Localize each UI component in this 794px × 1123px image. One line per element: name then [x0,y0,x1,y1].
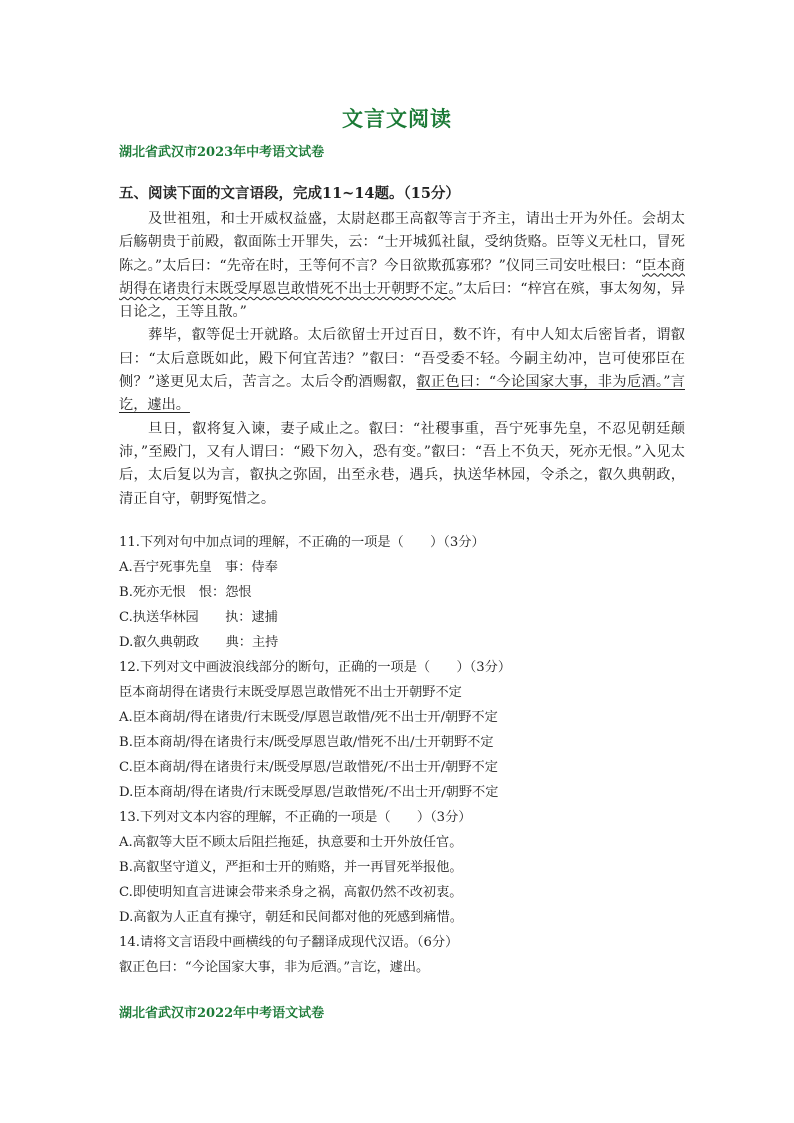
passage-paragraph-1 [119,208,685,324]
question-13-option: A.高叡等大臣不顾太后阻拦拖延，执意要和士开外放任官。 [119,835,463,850]
passage-paragraph-2 [119,324,685,417]
question-12-option: A.臣本商胡/得在诸贵/行末既受/厚恩岂敢惜/死不出士开/朝野不定 [119,710,498,725]
question-11-option: A.吾宁死事先皇 事：侍奉 [119,560,278,575]
question-list [119,530,685,980]
question-13-stem: 13.下列对文本内容的理解，不正确的一项是（ ）（3分） [119,810,472,825]
question-11-stem: 11.下列对句中加点词的理解，不正确的一项是（ ）（3分） [119,535,485,550]
question-11-option: C.执送华林园 执：逮捕 [119,610,278,625]
question-12-option: C.臣本商胡/得在诸贵行末/既受厚恩/岂敢惜死/不出士开/朝野不定 [119,760,498,775]
question-14-quote: 叡正色曰：“今论国家大事，非为卮酒。”言讫，遽出。 [119,960,430,975]
source-label-2022: 湖北省武汉市2022年中考语文试卷 [119,1006,325,1021]
passage-text: 及世祖殂，和士开威权益盛，太尉赵郡王高叡等言于齐主，请出士开为外任。会胡太后觞朝贵于前殿，叡面陈士开罪失，云：“士开城狐社鼠，受纳货赂。臣等义无杜口，冒死陈之。”太后曰：“先帝在时，王等何不言？今日欲欺孤寡邪？”仪同三司安吐根曰：“ [119,211,685,274]
question-13-option: B.高叡坚守道义，严拒和士开的贿赂，并一再冒死举报他。 [119,860,463,875]
question-12-option: D.臣本商胡/得在诸贵/行末既受厚恩/岂敢惜死/不出士开/朝野不定 [119,785,499,800]
question-12-stem: 12.下列对文中画波浪线部分的断句，正确的一项是（ ）（3分） [119,660,512,675]
classical-passage [119,208,685,511]
question-14-stem: 14.请将文言语段中画横线的句子翻译成现代汉语。（6分） [119,935,459,950]
passage-text: ”太后曰：“梓宫在殡，事太匆匆，异日论之，王等且散。” [119,280,685,321]
passage-paragraph-3: 旦日，叡将复入谏，妻子咸止之。叡曰：“社稷事重，吾宁死事先皇，不忍见朝廷颠沛，”至殿门，又有人谓曰：“殿下勿入，恐有变。”叡曰：“吾上不负天，死亦无恨。”入见太后，太后复以为言，叡执之弥固，出至永巷，遇兵，执送华林园，令杀之，叡久典朝政，清正自守，朝野冤惜之。 [119,420,685,507]
source-label-2023: 湖北省武汉市2023年中考语文试卷 [119,145,325,160]
question-12-quote: 臣本商胡得在诸贵行末既受厚恩岂敢惜死不出士开朝野不定 [119,685,462,700]
passage-text: 葬毕，叡等促士开就路。太后欲留士开过百日，数不许，有中人知太后密旨者，谓叡曰：“太后意既如此，殿下何宜苦违？”叡曰：“吾受委不轻。今嗣主幼冲，岂可使邪臣在侧？”遂更见太后，苦言之。太后令酌酒赐叡， [119,327,685,391]
question-13-option: C.即使明知直言进谏会带来杀身之祸，高叡仍然不改初衷。 [119,885,463,900]
page-title: 文言文阅读 [342,106,452,131]
question-12-option: B.臣本商胡/得在诸贵行末/既受厚恩岂敢/惜死不出/士开朝野不定 [119,735,494,750]
question-13-option: D.高叡为人正直有操守，朝廷和民间都对他的死感到痛惜。 [119,910,463,925]
section-heading: 五、阅读下面的文言语段，完成11~14题。（15分） [119,185,460,202]
question-11-option: B.死亦无恨 恨：怨恨 [119,585,252,600]
wavy-underlined-sentence: 臣本商胡得在诸贵行末既受厚恩岂敢惜死不出士开朝野不定。 [119,257,685,297]
question-11-option: D.叡久典朝政 典：主持 [119,635,279,650]
underlined-sentence: 叡正色曰：“今论国家大事，非为卮酒。”言讫，遽出。 [119,374,685,414]
